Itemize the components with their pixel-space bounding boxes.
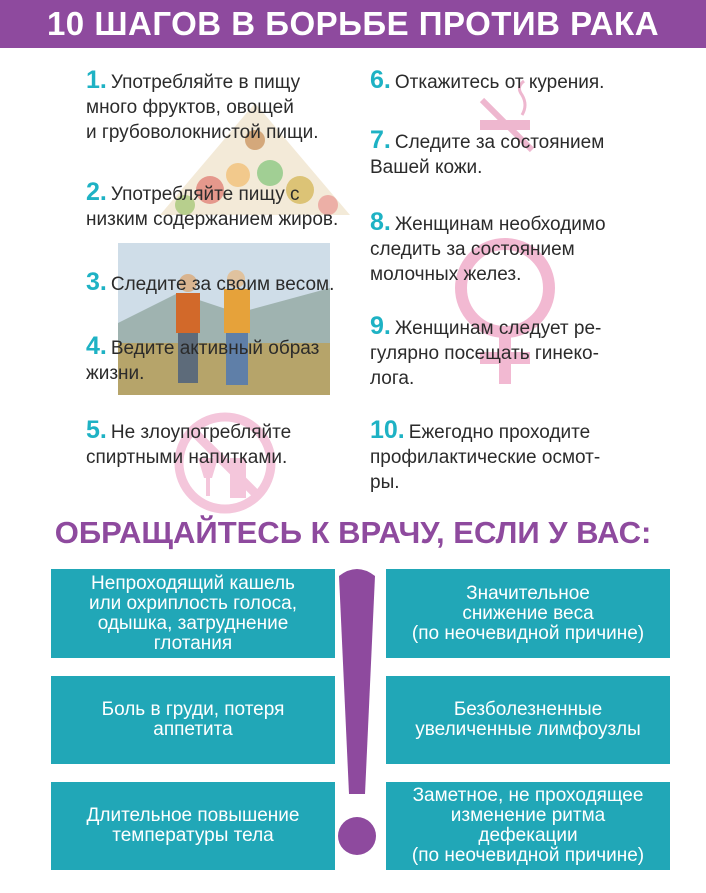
symptom-box: Длительное повышение температуры тела: [51, 782, 335, 870]
page-title: 10 ШАГОВ В БОРЬБЕ ПРОТИВ РАКА: [0, 0, 706, 48]
step-3: 3. Следите за своим весом.: [86, 268, 335, 296]
step-1: 1. Употребляйте в пищу много фруктов, овощей и грубоволокнистой пищи.: [86, 66, 319, 143]
step-2: 2. Употребляйте пищу с низким содержанием жиров.: [86, 178, 339, 230]
step-10: 10. Ежегодно проходите профилактические осмот- ры.: [370, 416, 601, 493]
symptom-box: Значительное снижение веса (по неочевидной причине): [386, 569, 670, 658]
step-number: 7.: [370, 126, 391, 154]
step-9: 9. Женщинам следует ре- гулярно посещать гинеко- лога.: [370, 312, 602, 389]
symptom-box: Заметное, не проходящее изменение ритма дефекации (по неочевидной причине): [386, 782, 670, 870]
step-8: 8. Женщинам необходимо следить за состоянием молочных желез.: [370, 208, 606, 285]
step-number: 4.: [86, 332, 107, 360]
symptom-box: Непроходящий кашель или охриплость голоса, одышка, затруднение глотания: [51, 569, 335, 658]
symptom-box: Безболезненные увеличенные лимфоузлы: [386, 676, 670, 764]
exclamation-mark-icon: [335, 566, 379, 866]
step-7: 7. Следите за состоянием Вашей кожи.: [370, 126, 605, 178]
step-number: 9.: [370, 312, 391, 340]
section-title: ОБРАЩАЙТЕСЬ К ВРАЧУ, ЕСЛИ У ВАС:: [54, 515, 652, 550]
step-number: 3.: [86, 268, 107, 296]
step-5: 5. Не злоупотребляйте спиртными напитками.: [86, 416, 292, 468]
symptom-box: Боль в груди, потеря аппетита: [51, 676, 335, 764]
step-number: 10.: [370, 416, 405, 444]
step-4: 4. Ведите активный образ жизни.: [86, 332, 320, 384]
step-number: 8.: [370, 208, 391, 236]
step-6: 6. Откажитесь от курения.: [370, 66, 605, 94]
step-number: 1.: [86, 66, 107, 94]
step-number: 6.: [370, 66, 391, 94]
step-number: 2.: [86, 178, 107, 206]
step-number: 5.: [86, 416, 107, 444]
